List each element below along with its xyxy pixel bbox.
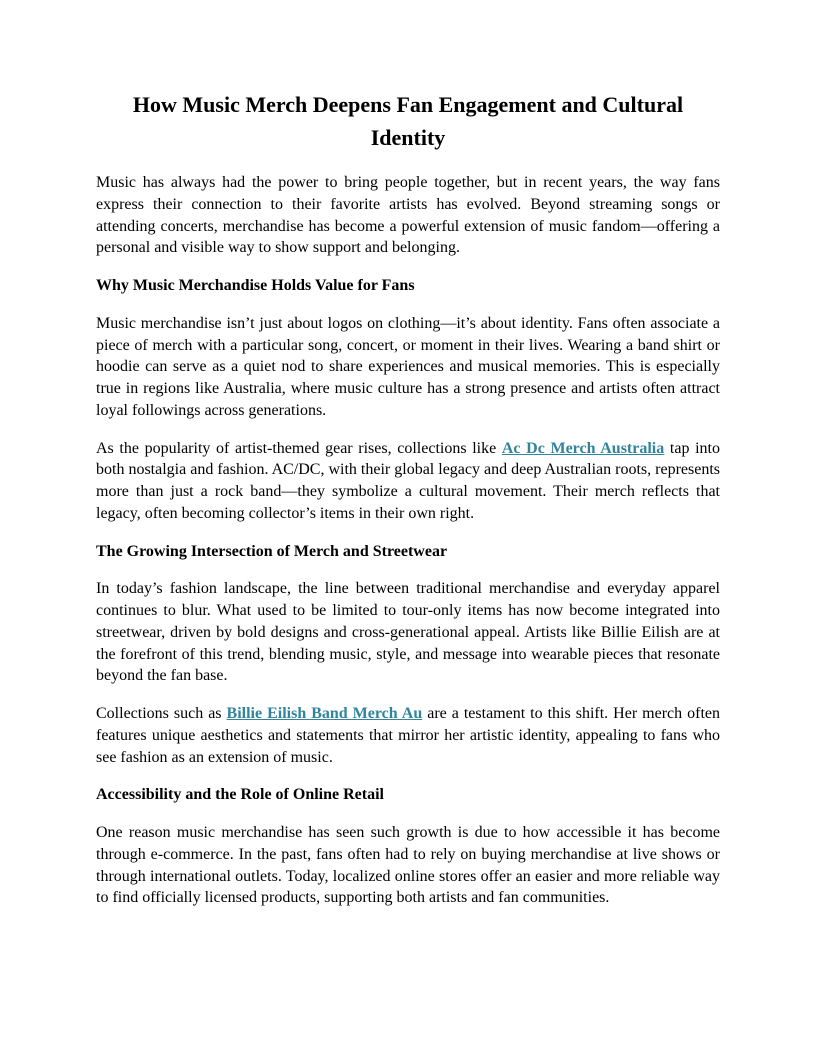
link-ac-dc-merch-australia[interactable]: Ac Dc Merch Australia — [501, 439, 665, 457]
paragraph-text-after-link: tap into both nostalgia and fashion. AC/DC, with their global legacy and deep Australian roots, represents more than just a rock band—they symbolize a cultural movement. Their merch reflects that legacy, often becoming collector’s items in their own right. — [96, 439, 721, 522]
paragraph-acdc-merch — [96, 438, 720, 525]
paragraph-text-before-link: Collections such as — [96, 705, 227, 722]
paragraph-text-before-link: As the popularity of artist-themed gear rises, collections like — [96, 439, 502, 457]
paragraph-fashion-landscape: In today’s fashion landscape, the line between traditional merchandise and everyday apparel continues to blur. What used to be limited to tour-only items has now become integrated into streetwear, driven by bold designs and cross-generational appeal. Artists like Billie Eilish are at the forefront of this trend, blending music, style, and message into wearable pieces that resonate beyond the fan base. — [96, 580, 720, 685]
link-billie-eilish-band-merch-au[interactable]: Billie Eilish Band Merch Au — [226, 705, 423, 722]
paragraph-billie-eilish-merch — [96, 703, 720, 768]
section-heading-merch-and-streetwear: The Growing Intersection of Merch and Streetwear — [96, 542, 448, 560]
paragraph-online-retail-growth: One reason music merchandise has seen such growth is due to how accessible it has become through e-commerce. In the past, fans often had to rely on buying merchandise at live shows or through international outlets. Today, localized online stores offer an easier and more reliable way to find officially licensed products, supporting both artists and fan communities. — [96, 824, 720, 907]
intro-paragraph: Music has always had the power to bring people together, but in recent years, the way fans express their connection to their favorite artists has evolved. Beyond streaming songs or attending concerts, merchandise has become a powerful extension of music fandom—offering a personal and visible way to show support and belonging. — [96, 174, 720, 257]
section-heading-why-merch-holds-value: Why Music Merchandise Holds Value for Fans — [96, 277, 415, 294]
paragraph-text-after-link: are a testament to this shift. Her merch often features unique aesthetics and statements that mirror her artistic identity, appealing to fans who see fashion as an extension of music. — [96, 705, 720, 766]
section-heading-accessibility-online-retail: Accessibility and the Role of Online Retail — [96, 786, 384, 804]
document-title: How Music Merch Deepens Fan Engagement and Cultural Identity — [132, 92, 684, 150]
paragraph-merch-identity: Music merchandise isn’t just about logos on clothing—it’s about identity. Fans often associate a piece of merch with a particular song, concert, or moment in their lives. Wearing a band shirt or hoodie can serve as a quiet nod to share experiences and musical memories. This is especially true in regions like Australia, where music culture has a strong presence and artists often attract loyal followings across generations. — [96, 314, 720, 419]
